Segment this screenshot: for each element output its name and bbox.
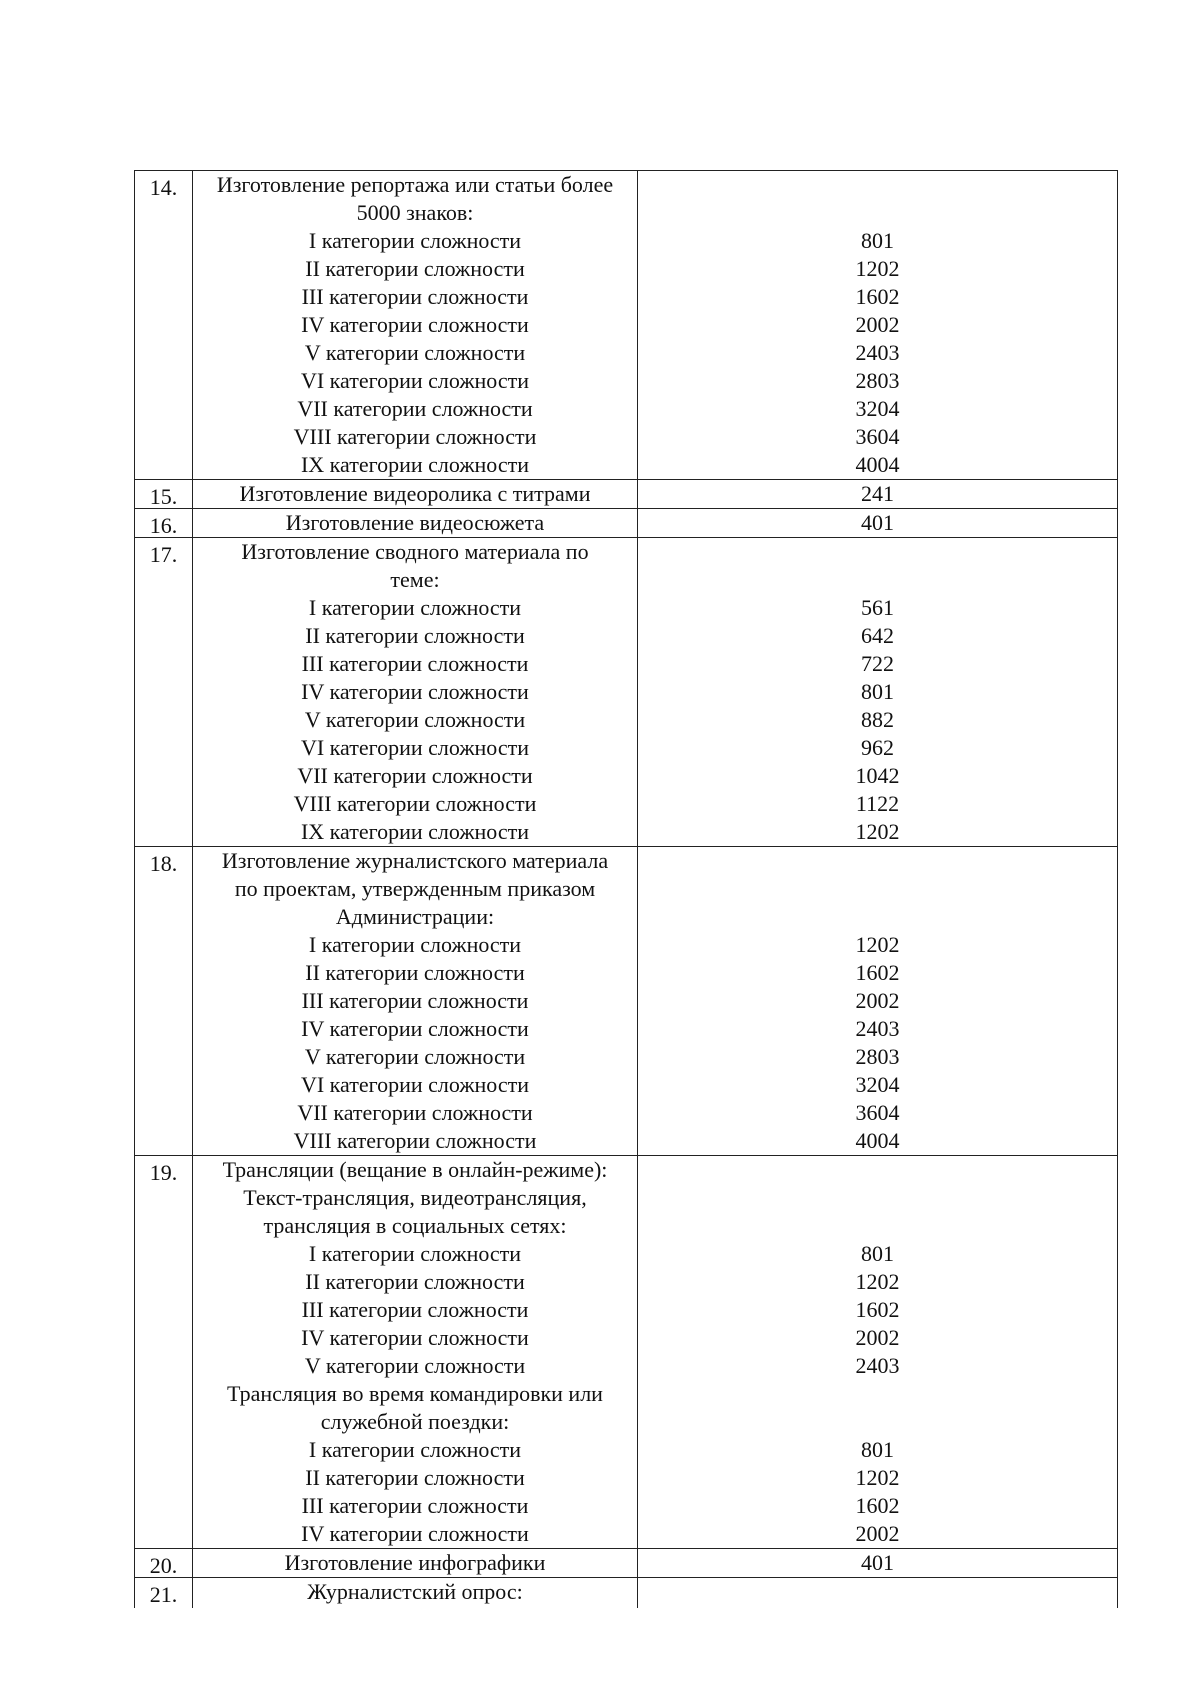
- price-value: 4004: [855, 1128, 900, 1153]
- service-line: II категории сложности: [305, 623, 525, 648]
- row-number-cell: [135, 847, 193, 1156]
- service-line: V категории сложности: [304, 1353, 526, 1378]
- price-value: [638, 1184, 1117, 1212]
- service-line: V категории сложности: [304, 340, 526, 365]
- service-line: 5000 знаков:: [356, 200, 474, 225]
- price-value: 1202: [855, 1269, 900, 1294]
- price-value: [638, 875, 1117, 903]
- service-line: IV категории сложности: [301, 1016, 529, 1041]
- tariff-table-body: [135, 171, 1118, 1609]
- price-value: 1202: [855, 256, 900, 281]
- service-line: I категории сложности: [308, 228, 522, 253]
- table-row: [135, 480, 1118, 509]
- row-number-cell: [135, 1578, 193, 1609]
- price-value: 1602: [855, 960, 900, 985]
- table-row: [135, 1578, 1118, 1609]
- service-description-cell: [193, 1578, 638, 1609]
- service-line: Изготовление видеоролика с титрами: [239, 481, 591, 506]
- service-description-cell: [193, 538, 638, 847]
- service-line: IX категории сложности: [300, 819, 530, 844]
- service-line: IV категории сложности: [301, 1521, 529, 1546]
- price-value: [638, 1380, 1117, 1408]
- price-value: 2002: [855, 988, 900, 1013]
- price-value: 722: [861, 651, 894, 676]
- service-line: Изготовление журналистского материала: [221, 848, 609, 873]
- service-description-cell: [193, 1549, 638, 1578]
- row-number: 14.: [149, 175, 178, 200]
- row-number-cell: [135, 1156, 193, 1549]
- service-line: теме:: [390, 567, 440, 592]
- service-line: Администрации:: [335, 904, 495, 929]
- row-number: 15.: [149, 484, 178, 509]
- service-line: I категории сложности: [308, 595, 522, 620]
- service-line: Изготовление инфографики: [284, 1550, 546, 1575]
- service-line: VI категории сложности: [300, 735, 530, 760]
- service-line: II категории сложности: [305, 960, 525, 985]
- price-value: 1202: [855, 1465, 900, 1490]
- price-value: 2403: [855, 1353, 900, 1378]
- price-value: 801: [861, 1437, 894, 1462]
- service-line: III категории сложности: [301, 651, 529, 676]
- service-line: VIII категории сложности: [293, 1128, 537, 1153]
- service-line: служебной поездки:: [320, 1409, 510, 1434]
- price-value: [638, 566, 1117, 594]
- price-value: 1202: [855, 819, 900, 844]
- price-value: 561: [861, 595, 894, 620]
- price-value: 3604: [855, 1100, 900, 1125]
- service-description-cell: [193, 847, 638, 1156]
- price-cell: [638, 1156, 1118, 1549]
- price-value: [638, 903, 1117, 931]
- service-line: Изготовление видеосюжета: [285, 510, 545, 535]
- price-value: [638, 847, 1117, 875]
- service-description-cell: [193, 171, 638, 480]
- table-row: [135, 1156, 1118, 1549]
- price-value: 2803: [855, 1044, 900, 1069]
- service-description-cell: [193, 480, 638, 509]
- service-line: III категории сложности: [301, 1297, 529, 1322]
- price-value: 401: [861, 1550, 894, 1575]
- row-number-cell: [135, 538, 193, 847]
- row-number-cell: [135, 1549, 193, 1578]
- service-line: III категории сложности: [301, 284, 529, 309]
- price-value: [638, 1156, 1117, 1184]
- price-value: 3204: [855, 1072, 900, 1097]
- service-line: по проектам, утвержденным приказом: [234, 876, 596, 901]
- service-line: Изготовление сводного материала по: [241, 539, 589, 564]
- service-line: VII категории сложности: [297, 396, 533, 421]
- price-value: 3204: [855, 396, 900, 421]
- service-line: VI категории сложности: [300, 1072, 530, 1097]
- price-cell: [638, 171, 1118, 480]
- row-number: 16.: [149, 513, 178, 538]
- service-line: IV категории сложности: [301, 679, 529, 704]
- price-value: 241: [861, 481, 894, 506]
- service-line: Текст-трансляция, видеотрансляция,: [243, 1185, 587, 1210]
- price-value: 801: [861, 1241, 894, 1266]
- tariff-table: [134, 170, 1118, 1608]
- price-value: 2403: [855, 340, 900, 365]
- table-row: [135, 847, 1118, 1156]
- service-line: III категории сложности: [301, 1493, 529, 1518]
- price-value: 1122: [855, 791, 900, 816]
- service-line: Трансляции (вещание в онлайн-режиме):: [222, 1157, 608, 1182]
- service-description-cell: [193, 509, 638, 538]
- service-line: IV категории сложности: [301, 312, 529, 337]
- price-value: 1042: [855, 763, 900, 788]
- service-line: VI категории сложности: [300, 368, 530, 393]
- price-value: 1602: [855, 284, 900, 309]
- price-value: 4004: [855, 452, 900, 477]
- service-line: VII категории сложности: [297, 1100, 533, 1125]
- price-value: 2403: [855, 1016, 900, 1041]
- price-value: [638, 199, 1117, 227]
- price-cell: [638, 1578, 1118, 1609]
- row-number-cell: [135, 171, 193, 480]
- price-value: [638, 171, 1117, 199]
- row-number: 18.: [149, 851, 178, 876]
- price-value: [638, 1578, 1117, 1606]
- price-value: 2803: [855, 368, 900, 393]
- service-line: II категории сложности: [305, 1269, 525, 1294]
- service-line: V категории сложности: [304, 707, 526, 732]
- price-value: 801: [861, 228, 894, 253]
- service-line: V категории сложности: [304, 1044, 526, 1069]
- price-value: 882: [861, 707, 894, 732]
- row-number: 21.: [149, 1582, 178, 1607]
- price-value: 2002: [855, 1521, 900, 1546]
- table-row: [135, 509, 1118, 538]
- price-value: 962: [861, 735, 894, 760]
- table-row: [135, 1549, 1118, 1578]
- row-number: 17.: [149, 542, 178, 567]
- price-cell: [638, 480, 1118, 509]
- table-row: [135, 538, 1118, 847]
- price-value: [638, 1408, 1117, 1436]
- price-value: 3604: [855, 424, 900, 449]
- service-line: Трансляция во время командировки или: [227, 1381, 603, 1406]
- service-line: IX категории сложности: [300, 452, 530, 477]
- service-line: VII категории сложности: [297, 763, 533, 788]
- price-value: 1602: [855, 1297, 900, 1322]
- service-line: I категории сложности: [308, 1437, 522, 1462]
- service-line: Журналистский опрос:: [307, 1579, 523, 1604]
- price-value: 401: [861, 510, 894, 535]
- price-cell: [638, 847, 1118, 1156]
- service-line: Изготовление репортажа или статьи более: [216, 172, 614, 197]
- service-line: III категории сложности: [301, 988, 529, 1013]
- service-description-cell: [193, 1156, 638, 1549]
- service-line: II категории сложности: [305, 1465, 525, 1490]
- table-row: [135, 171, 1118, 480]
- price-value: 2002: [855, 1325, 900, 1350]
- service-line: трансляция в социальных сетях:: [263, 1213, 567, 1238]
- service-line: I категории сложности: [308, 1241, 522, 1266]
- service-line: I категории сложности: [308, 932, 522, 957]
- price-cell: [638, 509, 1118, 538]
- row-number-cell: [135, 509, 193, 538]
- service-line: IV категории сложности: [301, 1325, 529, 1350]
- price-value: 1202: [855, 932, 900, 957]
- price-value: 642: [861, 623, 894, 648]
- service-line: VIII категории сложности: [293, 791, 537, 816]
- row-number: 20.: [149, 1553, 178, 1578]
- service-line: II категории сложности: [305, 256, 525, 281]
- row-number: 19.: [149, 1160, 178, 1185]
- price-value: 1602: [855, 1493, 900, 1518]
- service-line: VIII категории сложности: [293, 424, 537, 449]
- price-value: [638, 1212, 1117, 1240]
- price-cell: [638, 1549, 1118, 1578]
- row-number-cell: [135, 480, 193, 509]
- price-cell: [638, 538, 1118, 847]
- price-value: 2002: [855, 312, 900, 337]
- price-value: 801: [861, 679, 894, 704]
- price-value: [638, 538, 1117, 566]
